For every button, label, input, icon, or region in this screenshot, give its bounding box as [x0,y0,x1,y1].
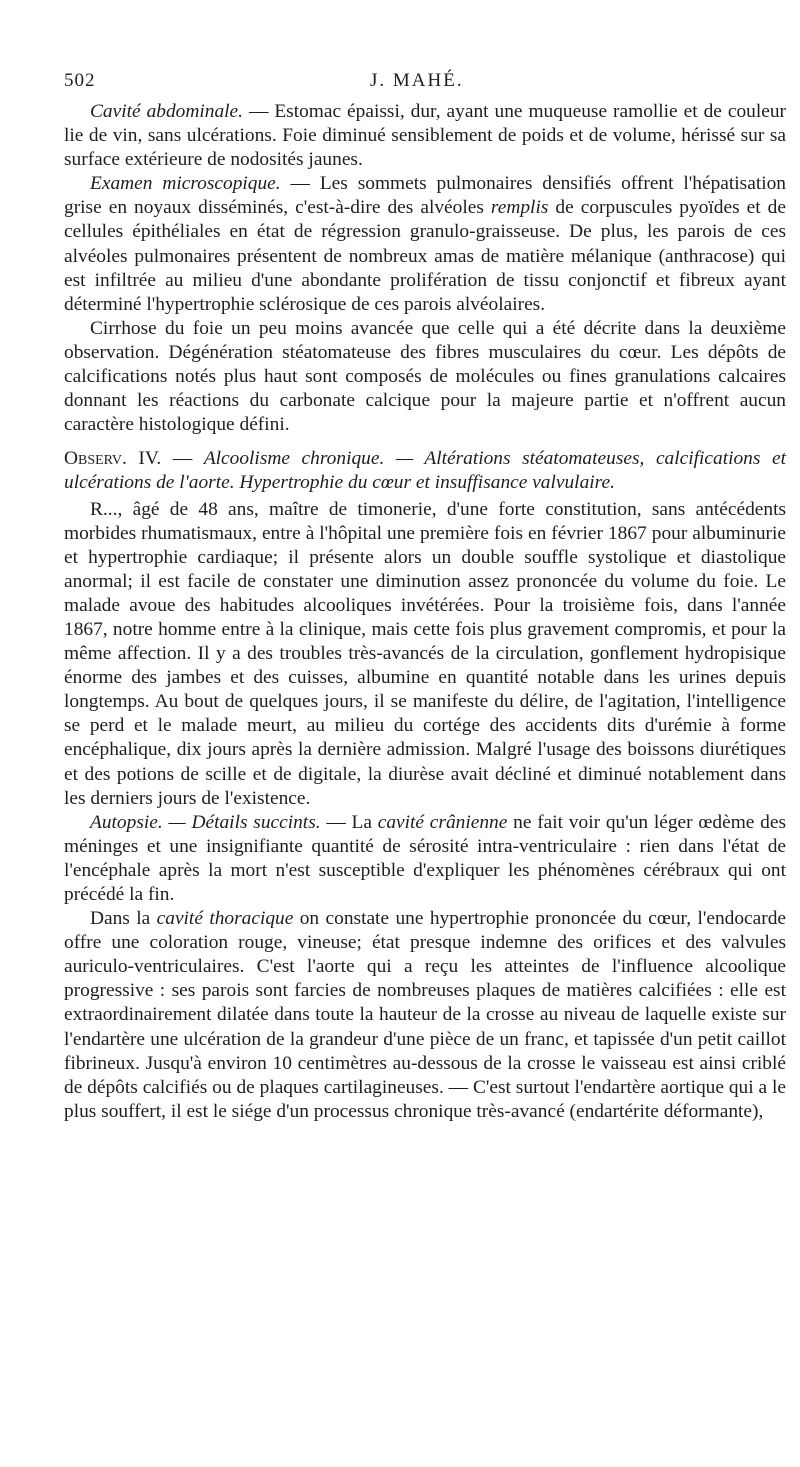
observation-title [64,447,786,495]
page-number: 502 [64,70,96,91]
paragraph-text: Cirrhose du foie un peu moins avancée que celle qui a été décrite dans la deuxième observation. Dégénération stéatomateuse des fibres musculaires du cœur. Les dépôts de calcifications notés plus haut sont composés de molécules ou fines granulations calcaires donnant les réactions du carbonate calcique pour la majeure partie et n'offrent aucun caractère histologique défini. [64,317,786,436]
paragraph-text: on constate une hypertrophie prononcée du cœur, l'endocarde offre une coloration rouge, vineuse; état presque indemne des orifices et des valvules auriculo-ventriculaires. C'est l'aorte qui a reçu les atteintes de l'influence alcoolique progressive : ses parois sont farcies de nombreuses plaques de matières calcifiées : elle est extraordinairement dilatée dans toute la hauteur de la crosse au niveau de laquelle existe sur l'endartère une ulcération de la grandeur d'une pièce de un franc, et tapissée d'un petit caillot fibrineux. Jusqu'à environ 10 centimètres au-dessous de la crosse le vaisseau est ainsi criblé de dépôts calcifiés ou de plaques cartilagineuses. — C'est surtout l'endartère aortique qui a le plus souffert, il est le siége d'un processus chronique très-avancé (endartérite déformante), [64,908,787,1122]
paragraph-microscopic-exam [64,172,786,317]
observation-dash: — [161,448,204,470]
paragraph-text: — Estomac épaissi, dur, ayant une muqueuse ramollie et de couleur lie de vin, sans ulcérations. Foie diminué sensiblement de poids et de volume, hérissé sur sa surface extérieure de nodosités jaunes. [64,101,787,171]
paragraph-text: — La [320,811,378,833]
paragraph-text: de corpuscules pyoïdes et de cellules épithéliales en état de régression granulo-graisseuse. De plus, les parois de ces alvéoles pulmonaires présentent de nombreux amas de matière mélanique (anthracose) qui est infiltrée au milieu d'une abondante prolifération de tissu conjonctif et fibreux ayant déterminé l'hypertrophie sclérosique de ces parois alvéolaires. [64,197,786,315]
observation-label: Observ. IV. [64,448,162,470]
paragraph-liver-cirrhosis [64,317,786,437]
italic-term: cavité crânienne [377,811,508,833]
paragraph-text: Dans la [90,908,157,930]
italic-term: cavité thoracique [156,908,294,930]
italic-term: remplis [490,197,549,219]
section-heading: Cavité abdominale. [90,101,243,122]
running-header [64,70,786,100]
observation-heading: Alcoolisme chronique. — Altérations stéatomateuses, calcifications et ulcérations de l'aorte. Hypertrophie du cœur et insuffisance valvulaire. [64,448,786,494]
paragraph-text: ne fait voir qu'un léger œdème des méninges et une insignifiante quantité de sérosité intra-ventriculaire : rien dans l'état de l'encéphale après la mort n'est susceptible d'expliquer les phénomènes cérébraux qui ont précédé la fin. [64,811,786,905]
paragraph-abdominal-cavity [64,100,786,172]
paragraph-autopsy [64,811,786,907]
paragraph-text: — Les sommets pulmonaires densifiés offrent l'hépatisation grise en noyaux disséminés, c'est-à-dire des alvéoles [64,173,786,219]
section-heading: Autopsie. — Détails succints. [90,811,321,833]
body-text [64,100,786,1124]
paragraph-text: R..., âgé de 48 ans, maître de timonerie, d'une forte constitution, sans antécédents morbides rhumatismaux, entre à l'hôpital une première fois en février 1867 pour albuminurie et hypertrophie cardiaque; il présente alors un double souffle systolique et diastolique anormal; il est facile de constater une diminution assez prononcée du volume du foie. Le malade avoue des habitudes alcooliques invétérées. Pour la troisième fois, dans l'année 1867, notre homme entre à la clinique, mais cette fois plus gravement compromis, et pour la même affection. Il y a des troubles très-avancés de la circulation, gonflement hydropisique énorme des jambes et des cuisses, albumine en quantité notable dans les urines depuis longtemps. Au bout de quelques jours, il se manifeste du délire, de l'agitation, l'intelligence se perd et le malade meurt, au milieu du cortége des accidents dits d'urémie à forme encéphalique, dix jours après la dernière admission. Malgré l'usage des boissons diurétiques et des potions de scille et de digitale, la diurèse avait décliné et diminué notablement dans les derniers jours de l'existence. [64,498,786,809]
paragraph-case-history [64,498,786,811]
running-title: J. MAHÉ. [370,70,464,91]
paragraph-thoracic-cavity [64,907,786,1124]
section-heading: Examen microscopique. [90,173,281,195]
